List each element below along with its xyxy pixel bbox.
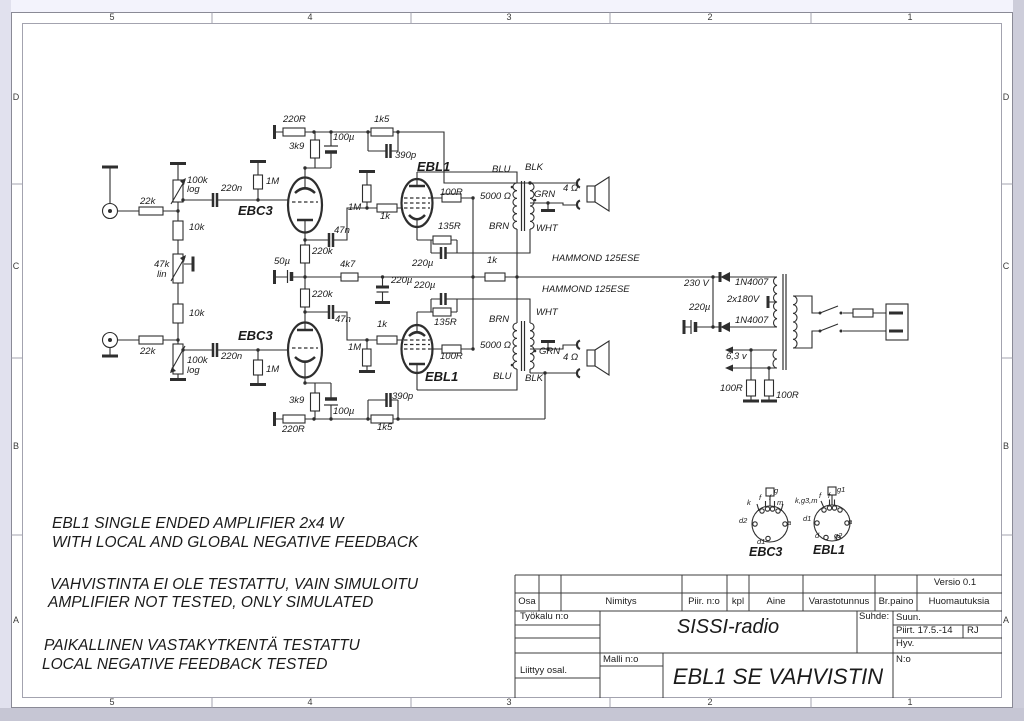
schematic-label-1k-36: 1k [377, 319, 388, 330]
title_block-label-aine-5: Aine [766, 596, 786, 607]
title_block-label-rj-14: RJ [967, 625, 979, 636]
pinouts-label-d1-13: d1 [803, 514, 812, 523]
schematic-label-hammond-125ese-61: HAMMOND 125ESE [542, 284, 630, 295]
schematic-label-390p-24: 390p [395, 150, 417, 161]
pinouts-label-m-4: m [777, 498, 784, 507]
pinouts-label-g2-16: g2 [834, 531, 843, 540]
schematic-label-220r-17: 220R [282, 424, 305, 435]
pinouts-label-g1-9: g1 [837, 485, 846, 494]
notes-label-local-negative-feedback-tested-5: LOCAL NEGATIVE FEEDBACK TESTED [42, 656, 328, 673]
schematic-label-22k-0: 22k [140, 196, 156, 207]
title_block-label-br-paino-7: Br.paino [878, 596, 914, 607]
schematic-label-135r-41: 135R [438, 221, 461, 232]
schematic-label-blu-48: BLU [492, 164, 511, 175]
schematic-label-220k-28: 220k [312, 289, 333, 300]
schematic-label-3k9-18: 3k9 [289, 141, 305, 152]
pinouts-label-a-14: a [848, 517, 853, 526]
schematic-label-lin-9: lin [157, 269, 167, 280]
schematic-label-2x180v-65: 2x180V [727, 294, 760, 305]
border-label-3-2: 3 [506, 12, 512, 22]
title_block-label-varastotunnus-6: Varastotunnus [808, 596, 870, 607]
schematic-label-47k-8: 47k [154, 259, 170, 270]
schematic-label-390p-25: 390p [392, 391, 414, 402]
schematic-label-3k9-19: 3k9 [289, 395, 305, 406]
schematic-label-grn-50: GRN [534, 189, 556, 200]
notes-label-ebl1-single-ended-amplifier-2x4-w-0: EBL1 SINGLE ENDED AMPLIFIER 2x4 W [52, 515, 344, 532]
schematic-label-brn-51: BRN [489, 221, 510, 232]
schematic-label-220-44: 220µ [414, 280, 436, 291]
schematic-label-220n-11: 220n [221, 351, 243, 362]
border-label-c-11: C [12, 261, 20, 271]
schematic-label-4k7-29: 4k7 [340, 259, 356, 270]
schematic-label-230-v-62: 230 V [684, 278, 709, 289]
notes-label-amplifier-not-tested-only-simulated-3: AMPLIFIER NOT TESTED, ONLY SIMULATED [48, 594, 374, 611]
pinouts-label-d1-7: d1 [757, 537, 766, 546]
schematic-label-220n-10: 220n [221, 183, 243, 194]
schematic-label-100k-4: 100k [187, 355, 208, 366]
schematic-label-100r-69: 100R [776, 390, 799, 401]
pinouts-label-ebc3-8: EBC3 [749, 545, 783, 559]
border-label-d-14: D [1002, 92, 1010, 102]
title_block-label-n-o-17: N:o [896, 654, 911, 665]
pinouts-label-f-12: f [828, 491, 831, 500]
schematic-label-log-3: log [187, 184, 200, 195]
schematic-label-ebc3-15: EBC3 [238, 328, 273, 343]
schematic-label-5000-47: 5000 Ω [480, 340, 512, 351]
schematic-label-220k-27: 220k [312, 246, 333, 257]
schematic-label-1k-35: 1k [380, 211, 391, 222]
pinouts-label-g-0: g [774, 486, 779, 495]
border-label-1-4: 1 [907, 12, 913, 22]
schematic-label-100r-68: 100R [720, 383, 743, 394]
title_block-label-malli-n-o-16: Malli n:o [603, 654, 639, 665]
schematic-label-1m-34: 1M [348, 342, 362, 353]
schematic-label-47n-32: 47n [335, 314, 351, 325]
title_block-label-liittyy-osal-18: Liittyy osal. [520, 665, 567, 676]
border-label-4-6: 4 [307, 697, 313, 707]
border-label-c-15: C [1002, 261, 1010, 271]
schematic-label-blk-57: BLK [525, 373, 543, 384]
schematic-label-1k5-23: 1k5 [377, 422, 393, 433]
title_block-label-kpl-4: kpl [731, 596, 745, 607]
schematic-label-100k-2: 100k [187, 175, 208, 186]
schematic-label-blu-56: BLU [493, 371, 512, 382]
schematic-label-100r-40: 100R [440, 351, 463, 362]
schematic-label-1k-45: 1k [487, 255, 498, 266]
title_block-label-huomautuksia-8: Huomautuksia [928, 596, 990, 607]
border-label-a-17: A [1002, 615, 1010, 625]
title_block-label-ty-kalu-n-o-9: Työkalu n:o [520, 611, 569, 622]
schematic-label-220-43: 220µ [412, 258, 434, 269]
border-label-b-12: B [12, 441, 20, 451]
pinouts-label-k-1: k [747, 498, 751, 507]
schematic-label-100-20: 100µ [333, 132, 355, 143]
schematic-label-grn-55: GRN [539, 346, 561, 357]
title_block-label-osa-1: Osa [518, 596, 536, 607]
schematic-label-4-58: 4 Ω [563, 183, 579, 194]
border-label-d-10: D [12, 92, 20, 102]
pinouts-label-f-11: f [819, 491, 822, 500]
title_block-label-hyv-15: Hyv. [896, 638, 915, 649]
notes-label-with-local-and-global-negative-feedback-1: WITH LOCAL AND GLOBAL NEGATIVE FEEDBACK [52, 534, 419, 551]
border-label-2-8: 2 [707, 697, 713, 707]
schematic-label-ebl1-38: EBL1 [425, 369, 459, 384]
pinouts-label-f-2: f [759, 493, 762, 502]
schematic-label-ebc3-14: EBC3 [238, 203, 273, 218]
schematic-label-1n4007-63: 1N4007 [735, 277, 769, 288]
notes-label-paikallinen-vastakytkent-testattu-4: PAIKALLINEN VASTAKYTKENTÄ TESTATTU [44, 637, 360, 654]
schematic-label-22k-1: 22k [140, 346, 156, 357]
pinouts-label-d-15: d [815, 531, 820, 540]
schematic-label-wht-52: WHT [536, 223, 558, 234]
schematic-label-220-30: 220µ [391, 275, 413, 286]
title_block-label-versio-0-1-0: Versio 0.1 [933, 577, 977, 588]
border-label-3-7: 3 [506, 697, 512, 707]
border-label-1-9: 1 [907, 697, 913, 707]
title_block-label-sissi-radio-10: SISSI-radio [676, 616, 780, 638]
title_block-label-piirt-17-5-14-13: Piirt. 17.5.-14 [896, 625, 953, 636]
schematic-label-10k-6: 10k [189, 222, 205, 233]
schematic-label-6-3-v-67: 6,3 v [726, 351, 747, 362]
schematic-label-220-66: 220µ [689, 302, 711, 313]
schematic-label-10k-7: 10k [189, 308, 205, 319]
border-label-5-0: 5 [109, 12, 115, 22]
pinouts-label-ebl1-17: EBL1 [813, 543, 845, 557]
schematic-label-1m-12: 1M [266, 176, 280, 187]
schematic-label-100r-39: 100R [440, 187, 463, 198]
schematic-label-47n-31: 47n [334, 225, 350, 236]
title_block-label-suhde-11: Suhde: [859, 611, 890, 622]
border-label-2-3: 2 [707, 12, 713, 22]
schematic-label-50-26: 50µ [274, 256, 291, 267]
schematic-label-135r-42: 135R [434, 317, 457, 328]
title_block-label-nimitys-2: Nimitys [605, 596, 637, 607]
pinouts-label-f-3: f [769, 493, 772, 502]
schematic-label-1m-13: 1M [266, 364, 280, 375]
schematic-label-1n4007-64: 1N4007 [735, 315, 769, 326]
title_block-label-suun-12: Suun. [896, 612, 921, 623]
schematic-label-100-21: 100µ [333, 406, 355, 417]
schematic-label-1m-33: 1M [348, 202, 362, 213]
pinouts-label-k-g3-m-10: k,g3,m [795, 496, 818, 505]
border-label-5-5: 5 [109, 697, 115, 707]
schematic-label-brn-53: BRN [489, 314, 510, 325]
border-label-4-1: 4 [307, 12, 313, 22]
schematic-label-hammond-125ese-60: HAMMOND 125ESE [552, 253, 640, 264]
schematic-label-ebl1-37: EBL1 [417, 159, 451, 174]
border-label-b-16: B [1002, 441, 1010, 451]
title_block-label-ebl1-se-vahvistin-19: EBL1 SE VAHVISTIN [672, 664, 884, 689]
schematic-label-wht-54: WHT [536, 307, 558, 318]
schematic-label-log-5: log [187, 365, 200, 376]
border-label-a-13: A [12, 615, 20, 625]
schematic-label-blk-49: BLK [525, 162, 543, 173]
schematic-label-1k5-22: 1k5 [374, 114, 390, 125]
pinouts-label-a-6: a [787, 518, 792, 527]
schematic-label-220r-16: 220R [283, 114, 306, 125]
schematic-label-4-59: 4 Ω [563, 352, 579, 363]
pinouts-label-d2-5: d2 [739, 516, 748, 525]
schematic-label-5000-46: 5000 Ω [480, 191, 512, 202]
notes-label-vahvistinta-ei-ole-testattu-vain-simuloitu-2: VAHVISTINTA EI OLE TESTATTU, VAIN SIMULOITU [50, 576, 419, 593]
title_block-label-piir-n-o-3: Piir. n:o [688, 596, 720, 607]
